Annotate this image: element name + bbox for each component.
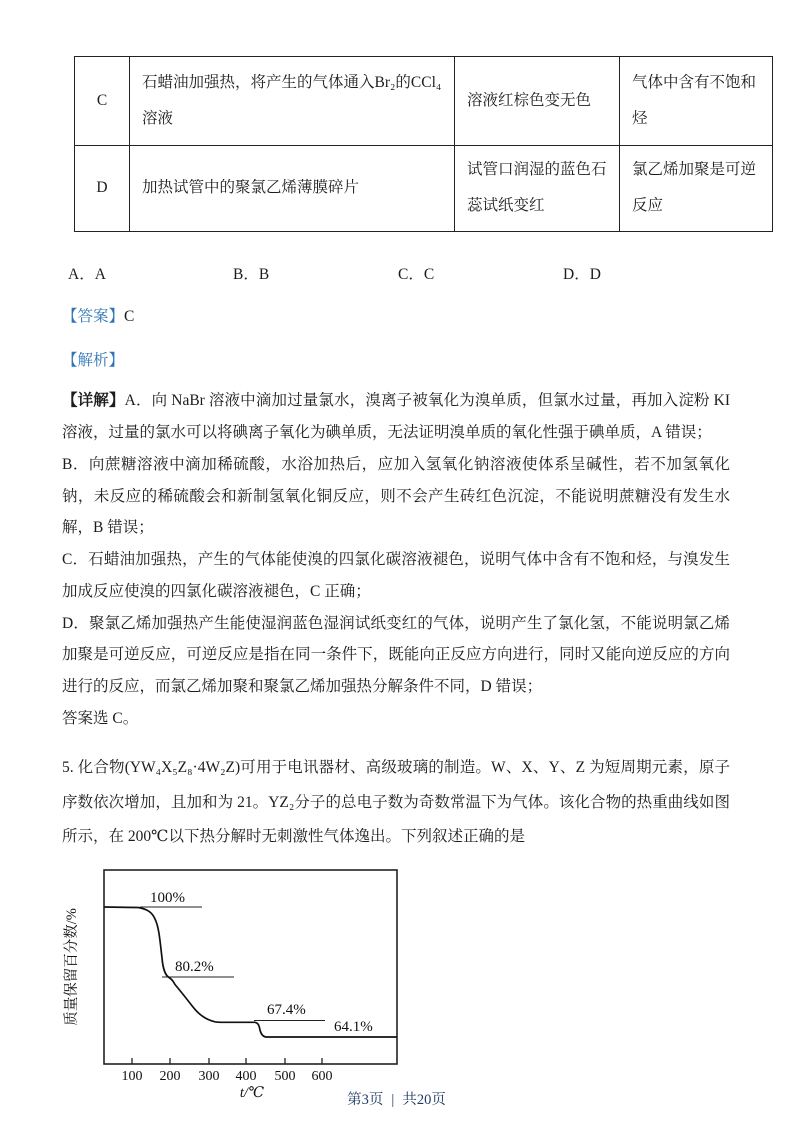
footer-separator: | bbox=[391, 1092, 395, 1108]
question-5 bbox=[62, 751, 730, 856]
experiment-cell: 石蜡油加强热，将产生的气体通入Br₂的CCl₄溶液 bbox=[130, 57, 455, 146]
option-letter: C bbox=[75, 57, 130, 146]
plateau-label-100: 100% bbox=[150, 890, 185, 907]
phenomenon-cell: 溶液红棕色变无色 bbox=[455, 57, 620, 146]
conclusion-cell: 气体中含有不饱和烃 bbox=[620, 57, 773, 146]
tg-curve-figure bbox=[62, 865, 412, 1100]
answer-value: C bbox=[124, 307, 135, 325]
experiment-cell: 加热试管中的聚氯乙烯薄膜碎片 bbox=[130, 146, 455, 232]
table-row-c bbox=[75, 57, 773, 146]
choice-b: B．B bbox=[233, 265, 270, 283]
footer-total-pages: 共20页 bbox=[402, 1092, 446, 1108]
answer-line bbox=[62, 306, 730, 328]
question-5-text: 5. 化合物(YW₄X₅Z₈·4W₂Z)可用于电讯器材、高级玻璃的制造。W、X、Y、Z 为短周期元素，原子序数依次增加，且加和为 21。YZ₂分子的总电子数为奇数常温下为气体。该化合物的热重曲线如图所示，在 200℃以下热分解时无刺激性气体逸出。下列叙述正确的是 bbox=[62, 758, 730, 846]
x-tick-label: 100 bbox=[121, 1069, 143, 1085]
answer-label: 【答案】 bbox=[62, 307, 125, 325]
explanation-paragraph: B．向蔗糖溶液中滴加稀硫酸，水浴加热后，应加入氢氧化钠溶液使体系呈碱性，若不加氢氧化钠，未反应的稀硫酸会和新制氢氧化铜反应，则不会产生砖红色沉淀，不能说明蔗糖没有发生水解，B 错误； bbox=[62, 455, 730, 537]
footer-page-number: 第3页 bbox=[347, 1092, 384, 1108]
x-tick-label: 600 bbox=[311, 1069, 333, 1085]
analysis-line bbox=[62, 350, 730, 372]
tg-curve bbox=[104, 907, 397, 1037]
page-footer bbox=[0, 1088, 793, 1109]
thermogravimetric-chart bbox=[62, 865, 730, 1100]
conclusion-cell: 氯乙烯加聚是可逆反应 bbox=[620, 146, 773, 232]
choices-row bbox=[68, 262, 730, 284]
plateau-label-64-1: 64.1% bbox=[334, 1019, 373, 1036]
plateau-label-67-4: 67.4% bbox=[267, 1002, 306, 1019]
analysis-label: 【解析】 bbox=[62, 351, 125, 369]
x-tick-label: 500 bbox=[274, 1069, 296, 1085]
x-tick-label: 200 bbox=[159, 1069, 181, 1085]
table-row-d bbox=[75, 146, 773, 232]
phenomenon-cell: 试管口润湿的蓝色石蕊试纸变红 bbox=[455, 146, 620, 232]
explanation-conclusion: 答案选 C。 bbox=[62, 709, 139, 727]
x-tick-label: 400 bbox=[235, 1069, 257, 1085]
choice-c: C．C bbox=[398, 265, 435, 283]
detail-label: 【详解】 bbox=[62, 392, 125, 410]
explanation-paragraph: D．聚氯乙烯加强热产生能使湿润蓝色湿润试纸变红的气体，说明产生了氯化氢，不能说明氯乙烯加聚是可逆反应，可逆反应是指在同一条件下，既能向正反应方向进行，同时又能向逆反应的方向进行的反应，而氯乙烯加聚和聚氯乙烯加强热分解条件不同，D 错误； bbox=[62, 614, 730, 696]
explanation-paragraph: C．石蜡油加强热，产生的气体能使溴的四氯化碳溶液褪色，说明气体中含有不饱和烃，与溴发生加成反应使溴的四氯化碳溶液褪色，C 正确； bbox=[62, 551, 730, 600]
page-content bbox=[62, 56, 757, 1101]
explanation-paragraph bbox=[62, 385, 730, 449]
options-table bbox=[74, 56, 773, 232]
choice-d: D．D bbox=[563, 265, 601, 283]
choice-a: A．A bbox=[68, 265, 106, 283]
x-tick-label: 300 bbox=[198, 1069, 220, 1085]
x-axis-label: t/℃ bbox=[239, 1085, 265, 1101]
plateau-label-80-2: 80.2% bbox=[175, 959, 214, 976]
explanation-text: A．向 NaBr 溶液中滴加过量氯水，溴离子被氧化为溴单质，但氯水过量，再加入淀粉 KI 溶液，过量的氯水可以将碘离子氧化为碘单质，无法证明溴单质的氧化性强于碘单质，A 错误； bbox=[62, 392, 730, 441]
option-letter: D bbox=[75, 146, 130, 232]
y-axis-label: 质量保留百分数/% bbox=[64, 908, 80, 1027]
explanation-block bbox=[62, 385, 730, 734]
